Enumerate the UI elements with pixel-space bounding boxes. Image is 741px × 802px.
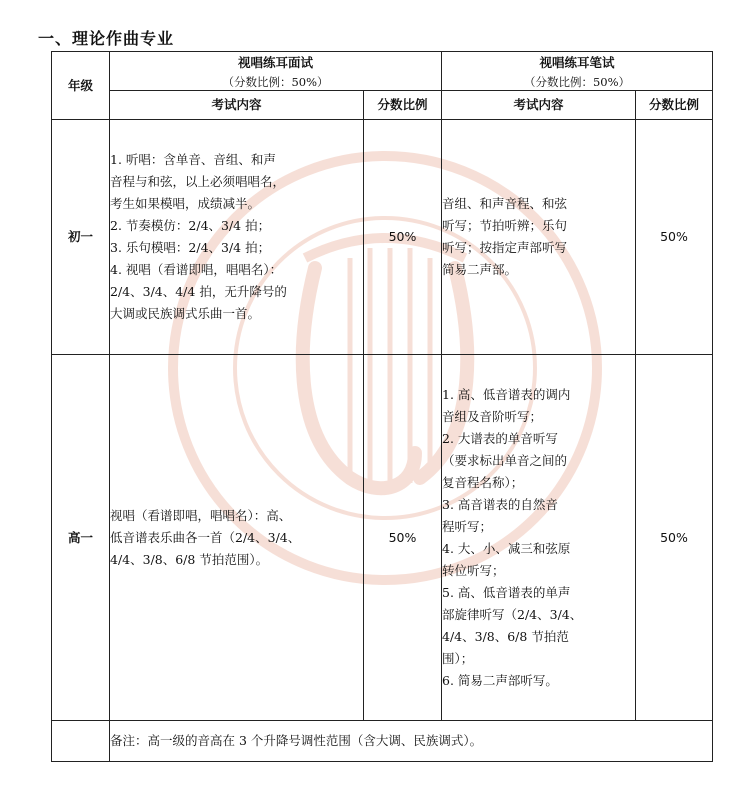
content-line: 低音谱表乐曲各一首（2/4、3/4、: [110, 529, 301, 545]
written-exam-title: 视唱练耳笔试: [539, 55, 615, 70]
oral-ratio-cell: 50%: [364, 120, 442, 355]
written-ratio-header: 分数比例: [636, 91, 713, 120]
content-line: 围）；: [442, 650, 474, 666]
oral-exam-title: 视唱练耳面试: [237, 55, 313, 70]
content-line: 听写；按指定声部听写: [442, 240, 568, 255]
content-line: 大调或民族调式乐曲一首。: [110, 306, 261, 321]
written-ratio-cell: 50%: [636, 355, 713, 721]
content-line: 音组、和声音程、和弦: [442, 196, 568, 211]
content-line: 简易二声部。: [442, 262, 518, 277]
note-cell: 备注：高一级的音高在 3 个升降号调性范围（含大调、民族调式）。: [110, 721, 713, 762]
content-line: 视唱（看谱即唱，唱唱名）：高、: [110, 507, 292, 523]
oral-ratio-header: 分数比例: [364, 91, 442, 120]
content-line: 4/4、3/8、6/8 节拍范围）。: [110, 551, 269, 567]
content-line: 4. 大、小、减三和弦原: [442, 540, 571, 556]
oral-ratio-cell: 50%: [364, 355, 442, 721]
content-line: （要求标出单音之间的: [442, 452, 568, 468]
oral-content-header: 考试内容: [110, 91, 364, 120]
content-line: 音程与和弦，以上必须唱唱名，: [110, 174, 286, 189]
oral-content-cell: [110, 120, 364, 355]
written-exam-subtitle: （分数比例：50%）: [523, 75, 631, 89]
content-line: 1. 听唱：含单音、音组、和声: [110, 152, 276, 167]
content-line: 复音程名称）；: [442, 474, 524, 490]
content-line: 4/4、3/8、6/8 节拍范: [442, 628, 569, 644]
content-line: 3. 高音谱表的自然音: [442, 496, 558, 512]
written-content-cell: [442, 355, 636, 721]
oral-exam-header: [110, 52, 442, 91]
content-line: 6. 简易二声部听写。: [442, 672, 558, 688]
content-line: 5. 高、低音谱表的单声: [442, 584, 571, 600]
content-line: 程听写；: [442, 518, 493, 534]
grade-cell: 高一: [52, 355, 110, 721]
content-line: 考生如果模唱，成绩减半。: [110, 196, 261, 211]
section-title: 一、理论作曲专业: [38, 29, 175, 48]
column-header-row: [52, 91, 713, 120]
exam-table: [51, 51, 713, 762]
oral-content-cell: [110, 355, 364, 721]
table-row-gaoyi: [52, 355, 713, 721]
group-header-row: [52, 52, 713, 91]
written-exam-header: [442, 52, 713, 91]
note-grade-empty-cell: [52, 721, 110, 762]
note-row: [52, 721, 713, 762]
content-line: 2. 节奏模仿：2/4、3/4 拍；: [110, 218, 271, 233]
written-content-header: 考试内容: [442, 91, 636, 120]
content-line: 转位听写；: [442, 562, 505, 578]
content-line: 音组及音阶听写；: [442, 408, 543, 424]
written-ratio-cell: 50%: [636, 120, 713, 355]
content-line: 4. 视唱（看谱即唱，唱唱名）：: [110, 262, 283, 277]
written-content-cell: [442, 120, 636, 355]
content-line: 2. 大谱表的单音听写: [442, 430, 558, 446]
grade-cell: 初一: [52, 120, 110, 355]
content-line: 听写；节拍听辨；乐句: [442, 218, 568, 233]
content-line: 3. 乐句模唱：2/4、3/4 拍；: [110, 240, 271, 255]
content-line: 2/4、3/4、4/4 拍，无升降号的: [110, 284, 287, 299]
content-line: 1. 高、低音谱表的调内: [442, 386, 571, 402]
table-row-chuyi: [52, 120, 713, 355]
oral-exam-subtitle: （分数比例：50%）: [222, 75, 329, 89]
content-line: 部旋律听写（2/4、3/4、: [442, 606, 583, 622]
grade-header: 年级: [52, 52, 110, 120]
